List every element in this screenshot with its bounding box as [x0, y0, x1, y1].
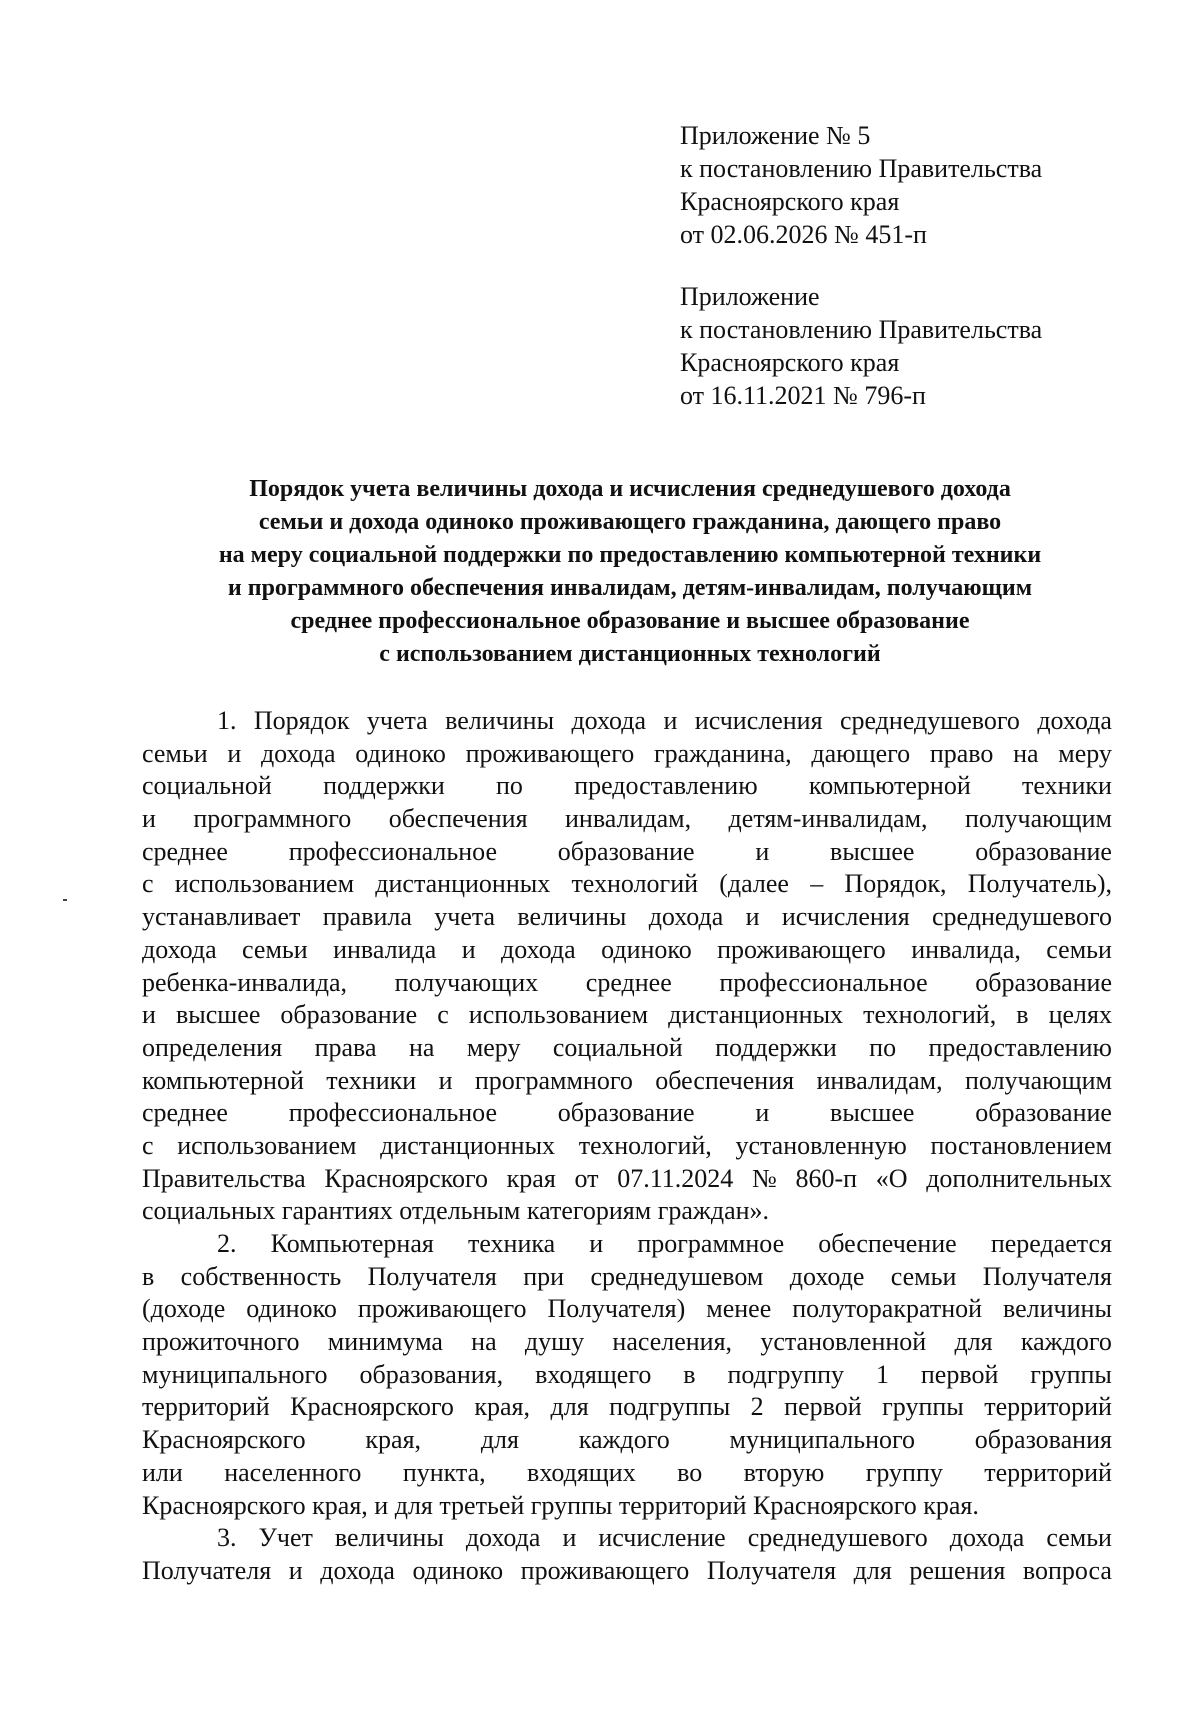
body-word: группу	[865, 1457, 943, 1487]
body-word: проживающего	[717, 934, 886, 964]
body-word: Красноярского края, и для третьей группы территорий Красноярского края.	[142, 1490, 979, 1520]
body-word: предоставлению	[574, 771, 758, 801]
body-word: обеспечение	[818, 1229, 957, 1258]
body-word: и	[755, 1098, 770, 1128]
body-word: образования,	[359, 1359, 504, 1389]
body-word: среднедушевом	[590, 1261, 764, 1291]
body-word: исчисления	[781, 902, 910, 932]
body-word: образования	[974, 1425, 1112, 1455]
body-line	[142, 868, 1112, 901]
body-word: территорий	[142, 1392, 270, 1422]
body-word: установленную	[735, 1130, 907, 1160]
body-word: в	[683, 1359, 696, 1389]
body-line	[142, 1097, 1112, 1130]
body-word: образование	[975, 836, 1112, 866]
body-word: использованием	[174, 869, 355, 899]
body-word: социальной	[142, 771, 272, 801]
body-word: меру	[466, 1032, 521, 1062]
body-word: на	[1013, 738, 1039, 768]
body-word: 07.11.2024	[617, 1163, 734, 1193]
body-word: получающих	[394, 967, 539, 997]
body-word: высшее	[830, 1098, 915, 1128]
body-word: и	[589, 1229, 604, 1258]
body-word: населенного	[224, 1457, 362, 1487]
body-word: исчисления	[694, 706, 823, 735]
body-word: программного	[193, 804, 352, 834]
body-word: муниципального	[729, 1425, 916, 1455]
body-word: социальных гарантиях отдельным категориям граждан».	[142, 1196, 770, 1226]
body-word: дополнительных	[926, 1163, 1112, 1193]
body-word: и	[663, 706, 678, 735]
body-word: первой	[920, 1359, 999, 1389]
body-word: вопроса	[1022, 1555, 1112, 1585]
appendix-line: Приложение	[680, 282, 820, 311]
body-word: детям-инвалидам,	[728, 804, 928, 834]
body-word: и	[288, 1555, 303, 1585]
body-word: образование	[557, 836, 695, 866]
body-word: и	[438, 1065, 453, 1095]
body-word: 1.	[217, 706, 237, 735]
body-word: передается	[990, 1229, 1112, 1258]
body-word: входящего	[535, 1359, 652, 1389]
body-word: постановлением	[930, 1130, 1112, 1160]
body-word: предоставлению	[928, 1032, 1112, 1062]
body-word: проживающего	[465, 738, 635, 768]
body-word: вторую	[743, 1457, 825, 1487]
body-word: программного	[474, 1065, 633, 1095]
body-line	[142, 1391, 1112, 1424]
body-line	[142, 934, 1112, 967]
body-line	[142, 1457, 1112, 1490]
body-word: пункта,	[402, 1457, 486, 1487]
body-word: учета	[434, 902, 496, 932]
body-word: и	[227, 738, 242, 768]
body-word: определения	[142, 1032, 283, 1062]
body-line	[142, 1032, 1112, 1065]
body-word: образование	[280, 1000, 418, 1030]
body-word: образование	[557, 1098, 695, 1128]
body-word: меру	[1058, 738, 1112, 768]
appendix-line: Красноярского края	[680, 187, 900, 216]
body-word: технологий,	[863, 1000, 997, 1030]
body-word: инвалидам,	[816, 1065, 943, 1095]
body-word: поддержки	[323, 771, 445, 801]
body-word: прожиточного	[142, 1327, 300, 1357]
title-line: Порядок учета величины дохода и исчисления среднедушевого дохода	[249, 476, 1011, 502]
body-word: первой	[784, 1392, 862, 1422]
body-word: решения	[909, 1555, 1006, 1585]
appendix-line: к постановлению Правительства	[680, 315, 1043, 344]
body-word: подгруппу	[727, 1359, 845, 1389]
body-word: обеспечения	[655, 1065, 795, 1095]
body-word: для	[480, 1425, 519, 1455]
body-word: дохода	[260, 738, 336, 768]
appendix-line: Красноярского края	[680, 348, 900, 377]
body-word: территорий	[984, 1457, 1112, 1487]
body-line	[142, 1195, 1112, 1228]
body-line	[142, 1326, 1112, 1359]
body-word: дистанционных	[375, 869, 551, 899]
body-word: Правительства	[142, 1163, 306, 1193]
body-word: семьи	[1046, 934, 1112, 964]
body-word: величины	[1003, 1294, 1112, 1324]
body-word: края	[506, 1163, 556, 1193]
body-word: Компьютерная	[270, 1229, 434, 1258]
body-word: Получателя	[706, 1555, 837, 1585]
body-word: инвалида	[333, 934, 437, 964]
body-word: правила	[322, 902, 412, 932]
body-line	[142, 901, 1112, 934]
body-word: установленной	[760, 1327, 927, 1357]
body-word: муниципального	[142, 1359, 328, 1389]
body-word: Красноярского	[142, 1425, 306, 1455]
body-line	[142, 1522, 1112, 1555]
body-word: исчисление	[598, 1523, 726, 1553]
body-line	[142, 1163, 1112, 1196]
body-word: 3.	[217, 1523, 237, 1553]
body-word: среднее	[585, 967, 672, 997]
body-word: территорий	[984, 1392, 1112, 1422]
appendix-line: от 02.06.2026 № 451-п	[680, 220, 927, 249]
body-line	[142, 1261, 1112, 1294]
body-word: среднее	[142, 836, 228, 866]
body-word: образование	[975, 967, 1112, 997]
body-word: населения,	[612, 1327, 733, 1357]
body-word: для	[954, 1327, 993, 1357]
body-word: Порядок	[253, 706, 350, 735]
body-line	[142, 1490, 1112, 1523]
body-word: дохода	[648, 902, 724, 932]
title-line: на меру социальной поддержки по предоставлению компьютерной техники	[218, 542, 1042, 568]
body-word: края,	[365, 1425, 422, 1455]
body-word: минимума	[327, 1327, 443, 1357]
body-line	[142, 1130, 1112, 1163]
body-word: (доходе	[142, 1294, 226, 1324]
body-line	[142, 1065, 1112, 1098]
body-line	[142, 803, 1112, 836]
body-word: инвалида,	[911, 934, 1021, 964]
body-word: устанавливает	[142, 902, 301, 932]
body-word: права	[314, 1032, 377, 1062]
body-word: семьи	[142, 738, 208, 768]
body-word: менее	[706, 1294, 772, 1324]
body-word: учета	[366, 706, 428, 735]
appendix-line: Приложение № 5	[680, 121, 871, 150]
body-word: и	[461, 934, 476, 964]
body-word: группы	[1030, 1359, 1112, 1389]
body-word: среднедушевого	[839, 706, 1020, 735]
body-word: –	[810, 869, 824, 899]
body-word: от	[574, 1163, 599, 1193]
body-word: семьи	[890, 1261, 957, 1291]
body-word: Красноярского	[324, 1163, 488, 1193]
body-word: Получателя	[982, 1261, 1112, 1291]
body-word: Получатель),	[967, 869, 1112, 899]
body-word: техника	[467, 1229, 556, 1258]
body-word: техники	[1022, 771, 1112, 801]
body-word: в	[142, 1261, 155, 1291]
body-word: каждого	[578, 1425, 670, 1455]
body-word: среднее	[142, 1098, 228, 1128]
title-line: с использованием дистанционных технологий	[379, 641, 881, 667]
body-word: проживающего	[357, 1294, 527, 1324]
title-line: среднее профессиональное образование и высшее образование	[290, 608, 970, 634]
body-word: социальной	[552, 1032, 683, 1062]
body-word: входящих	[527, 1457, 636, 1487]
body-word: получающим	[964, 804, 1112, 834]
body-word: дохода	[571, 706, 647, 735]
body-word: Красноярского	[290, 1392, 454, 1422]
body-word: по	[869, 1032, 897, 1062]
document-body	[142, 705, 1112, 1588]
body-word: и	[142, 804, 156, 834]
body-word: с	[142, 1130, 154, 1160]
document-title	[140, 473, 1120, 671]
body-word: дохода	[465, 1523, 541, 1553]
body-word: образование	[975, 1098, 1112, 1128]
body-word: доходе	[789, 1261, 865, 1291]
body-word: получающим	[965, 1065, 1112, 1095]
body-line	[142, 1555, 1112, 1588]
body-word: величины	[517, 902, 627, 932]
body-word: каждого	[1020, 1327, 1112, 1357]
body-word: компьютерной	[142, 1065, 304, 1095]
body-line	[142, 1293, 1112, 1326]
body-word: технологий	[571, 869, 699, 899]
body-word: и	[745, 902, 760, 932]
body-word: одиноко	[601, 934, 692, 964]
body-word: среднедушевого	[931, 902, 1112, 932]
body-word: компьютерной	[808, 771, 971, 801]
body-word: гражданина,	[653, 738, 792, 768]
body-word: Получателя)	[547, 1294, 686, 1324]
body-word: дохода	[501, 934, 576, 964]
title-line: семьи и дохода одиноко проживающего гражданина, дающего право	[258, 509, 1002, 535]
body-word: дохода	[142, 934, 217, 964]
body-word: высшее	[175, 1000, 261, 1030]
body-word: 2	[750, 1392, 764, 1422]
body-word: 860-п	[795, 1163, 858, 1193]
body-word: на	[471, 1327, 497, 1357]
body-word: высшее	[830, 836, 915, 866]
body-word: группы	[882, 1392, 964, 1422]
body-word: «О	[875, 1163, 908, 1193]
body-word: ребенка-инвалида,	[142, 967, 348, 997]
body-word: и	[142, 1000, 156, 1030]
body-word: целях	[1048, 1000, 1112, 1030]
body-word: полуторакратной	[792, 1294, 983, 1324]
body-word: технологий,	[578, 1130, 712, 1160]
body-word: 1	[875, 1359, 889, 1389]
body-word: (далее	[719, 869, 789, 899]
body-word: или	[142, 1457, 183, 1487]
title-line: и программного обеспечения инвалидам, детям-инвалидам, получающим	[227, 575, 1033, 601]
body-word: душу	[524, 1327, 585, 1357]
body-line	[142, 705, 1112, 738]
body-word: для	[550, 1392, 589, 1422]
body-line	[142, 1424, 1112, 1457]
body-word: и	[755, 836, 770, 866]
body-word: 2.	[217, 1229, 237, 1258]
body-word: Получателя	[142, 1555, 272, 1585]
body-word: Получателя	[367, 1261, 497, 1291]
body-word: дохода	[1037, 706, 1112, 735]
body-word: Учет	[258, 1523, 313, 1553]
body-word: собственность	[180, 1261, 342, 1291]
body-word: использованием	[468, 1000, 649, 1030]
body-line	[142, 967, 1112, 1000]
body-line	[142, 1228, 1112, 1261]
body-word: с	[437, 1000, 449, 1030]
body-line	[142, 770, 1112, 803]
body-word: по	[496, 771, 523, 801]
body-word: инвалидам,	[564, 804, 692, 834]
body-line	[142, 999, 1112, 1032]
scan-speck	[63, 899, 67, 901]
body-word: профессиональное	[719, 967, 928, 997]
body-word: №	[751, 1163, 777, 1193]
body-word: семьи	[1046, 1523, 1112, 1553]
body-line	[142, 738, 1112, 771]
body-word: обеспечения	[388, 804, 528, 834]
appendix-header-original	[680, 280, 1140, 412]
body-word: в	[1016, 1000, 1029, 1030]
body-word: профессиональное	[288, 1098, 497, 1128]
body-word: величины	[334, 1523, 444, 1553]
body-word: дистанционных	[380, 1130, 556, 1160]
body-word: проживающего	[520, 1555, 690, 1585]
body-word: одиноко	[246, 1294, 337, 1324]
body-word: одиноко	[355, 738, 446, 768]
body-word: дистанционных	[668, 1000, 844, 1030]
body-line	[142, 836, 1112, 869]
body-word: дохода	[949, 1523, 1025, 1553]
appendix-line: от 16.11.2021 № 796-п	[680, 381, 926, 410]
body-word: с	[142, 869, 154, 899]
body-line	[142, 1359, 1112, 1392]
body-word: среднедушевого	[747, 1523, 928, 1553]
body-word: использованием	[177, 1130, 357, 1160]
body-word: края,	[474, 1392, 530, 1422]
body-word: техники	[326, 1065, 417, 1095]
body-word: дающего	[811, 738, 911, 768]
body-word: дохода	[320, 1555, 395, 1585]
appendix-line: к постановлению Правительства	[680, 154, 1043, 183]
body-word: семьи	[242, 934, 308, 964]
body-word: программное	[637, 1229, 785, 1258]
body-word: во	[677, 1457, 703, 1487]
body-word: величины	[445, 706, 555, 735]
appendix-header-current	[680, 119, 1140, 251]
body-word: право	[929, 738, 994, 768]
body-word: и	[562, 1523, 577, 1553]
body-word: поддержки	[715, 1032, 837, 1062]
body-word: при	[523, 1261, 565, 1291]
body-word: для	[853, 1555, 892, 1585]
body-word: подгруппы	[609, 1392, 731, 1422]
body-word: профессиональное	[288, 836, 497, 866]
body-word: Порядок,	[844, 869, 947, 899]
body-word: на	[408, 1032, 435, 1062]
body-word: одиноко	[412, 1555, 504, 1585]
